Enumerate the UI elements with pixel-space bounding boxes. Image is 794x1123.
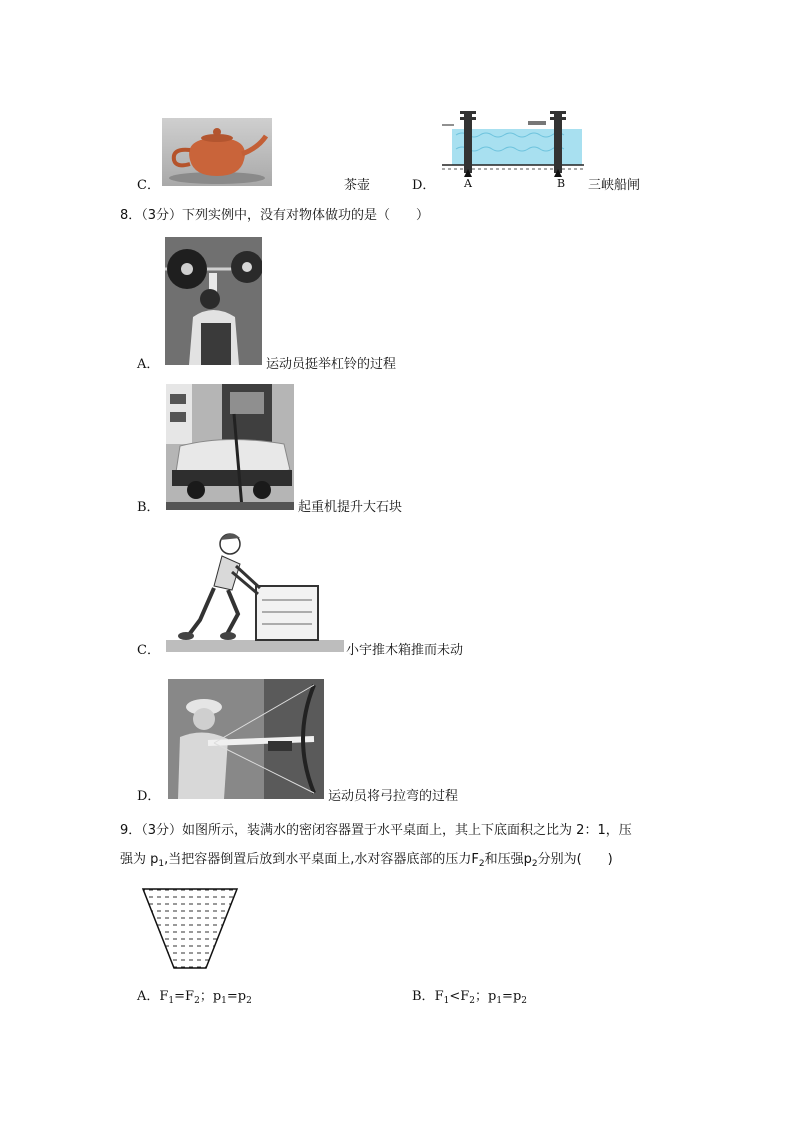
q8-option-d-caption: 运动员将弓拉弯的过程 xyxy=(328,789,459,804)
q9-option-b-seg: F xyxy=(434,989,444,1004)
q8-stem: 8．（3分）下列实例中，没有对物体做功的是（ ） xyxy=(120,208,430,223)
q8-option-c-caption: 小宇推木箱推而未动 xyxy=(346,643,464,658)
q7-option-d-letter: D． xyxy=(412,178,436,193)
q9-stem-sub-f2: 2 xyxy=(478,859,485,869)
q8-option-a-letter: A． xyxy=(137,357,160,372)
q9-stem-sub-p1: 1 xyxy=(158,859,165,869)
weightlifter-illustration xyxy=(165,237,262,365)
q8-option-a-caption: 运动员挺举杠铃的过程 xyxy=(266,357,397,372)
q7-option-c-letter: C． xyxy=(137,178,160,193)
q8-option-b-letter: B． xyxy=(137,500,160,515)
ship-lock-label-b: B xyxy=(557,177,566,190)
q9-option-b xyxy=(412,989,527,1005)
q9-option-b-seg: <F xyxy=(449,989,470,1004)
q9-option-a-sub: 1 xyxy=(221,996,227,1006)
crane-stone-illustration xyxy=(166,384,294,510)
q9-option-a-seg: F xyxy=(159,989,169,1004)
ship-lock-label-a: A xyxy=(464,177,472,190)
teapot-illustration xyxy=(162,118,272,186)
q8-option-c-letter: C． xyxy=(137,643,160,658)
q9-option-a-sub: 1 xyxy=(168,996,175,1006)
q9-stem-line-2 xyxy=(120,852,613,868)
q9-stem-seg-d: 分别为( ) xyxy=(537,852,613,867)
q9-option-a-letter: A． xyxy=(137,989,160,1004)
q9-stem-sub-p2: 2 xyxy=(531,859,538,869)
q8-option-d-letter: D． xyxy=(137,789,161,804)
q9-option-b-seg: ；p xyxy=(474,989,497,1004)
q9-stem-seg-c: 和压强p xyxy=(484,852,532,867)
q9-option-a-sub: 2 xyxy=(194,996,200,1006)
q9-option-b-letter: B． xyxy=(412,989,435,1004)
q7-option-d-caption: 三峡船闸 xyxy=(588,178,641,193)
q9-option-b-sub: 2 xyxy=(469,996,475,1006)
q9-option-b-sub: 2 xyxy=(521,996,527,1006)
q9-option-b-sub: 1 xyxy=(443,996,450,1006)
q9-stem-line-1: 9．（3分）如图所示，装满水的密闭容器置于水平桌面上，其上下底面积之比为 2：1，压 xyxy=(120,823,632,838)
sealed-container-diagram xyxy=(140,886,240,972)
archer-illustration xyxy=(168,679,324,799)
q9-option-b-seg: =p xyxy=(502,989,522,1004)
q9-option-a-seg: =p xyxy=(226,989,247,1004)
q9-option-a xyxy=(137,989,252,1005)
q9-stem-seg-a: 强为 p xyxy=(120,852,159,867)
boy-pushing-box-illustration xyxy=(166,530,344,654)
q9-option-b-sub: 1 xyxy=(496,996,503,1006)
q9-stem-seg-b: ,当把容器倒置后放到水平桌面上,水对容器底部的压力F xyxy=(164,852,479,867)
q9-option-a-seg: =F xyxy=(174,989,195,1004)
q7-option-c-caption: 茶壶 xyxy=(344,178,371,193)
q8-option-b-caption: 起重机提升大石块 xyxy=(298,500,403,515)
q9-option-a-sub: 2 xyxy=(246,996,252,1006)
q9-option-a-seg: ；p xyxy=(199,989,222,1004)
